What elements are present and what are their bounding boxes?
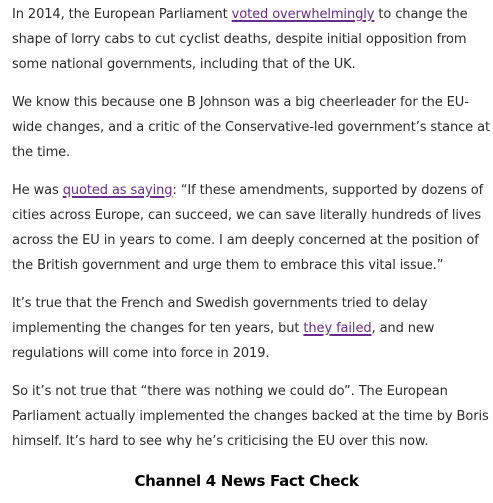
- link-quoted-as-saying[interactable]: quoted as saying: [62, 183, 173, 198]
- paragraph-1-text-start: In 2014, the European Parliament: [12, 7, 232, 22]
- paragraph-3-text-end: : “If these amendments, supported by dozens of cities across Europe, can succeed, we can save literally hundreds of lives across the EU in years to come. I am deeply concerned at the position of the British government and urge them to embrace this vital issue.”: [12, 183, 484, 273]
- source-caption: Channel 4 News Fact Check: [134, 472, 359, 490]
- article-body: [12, 2, 490, 467]
- link-they-failed[interactable]: they failed: [303, 321, 372, 336]
- paragraph-5: [12, 379, 490, 454]
- paragraph-3: [12, 178, 490, 278]
- paragraph-2: [12, 90, 490, 165]
- paragraph-1: [12, 2, 490, 77]
- paragraph-4: [12, 291, 490, 366]
- paragraph-5-text: So it’s not true that “there was nothing we could do”. The European Parliament actually implemented the changes backed at the time by Boris himself. It’s hard to see why he’s criticising the EU over this now.: [12, 384, 489, 449]
- paragraph-1-text-end: to change the shape of lorry cabs to cut cyclist deaths, despite initial opposition from some national governments, including that of the UK.: [12, 7, 468, 72]
- paragraph-2-text: We know this because one B Johnson was a big cheerleader for the EU-wide changes, and a critic of the Conservative-led government’s stance at the time.: [12, 95, 490, 160]
- paragraph-3-text-start: He was: [12, 183, 63, 198]
- link-voted-overwhelmingly[interactable]: voted overwhelmingly: [231, 7, 375, 22]
- paragraph-4-text-end: , and new regulations will come into force in 2019.: [12, 321, 435, 361]
- paragraph-4-text-start: It’s true that the French and Swedish governments tried to delay implementing the changes for ten years, but: [12, 296, 428, 336]
